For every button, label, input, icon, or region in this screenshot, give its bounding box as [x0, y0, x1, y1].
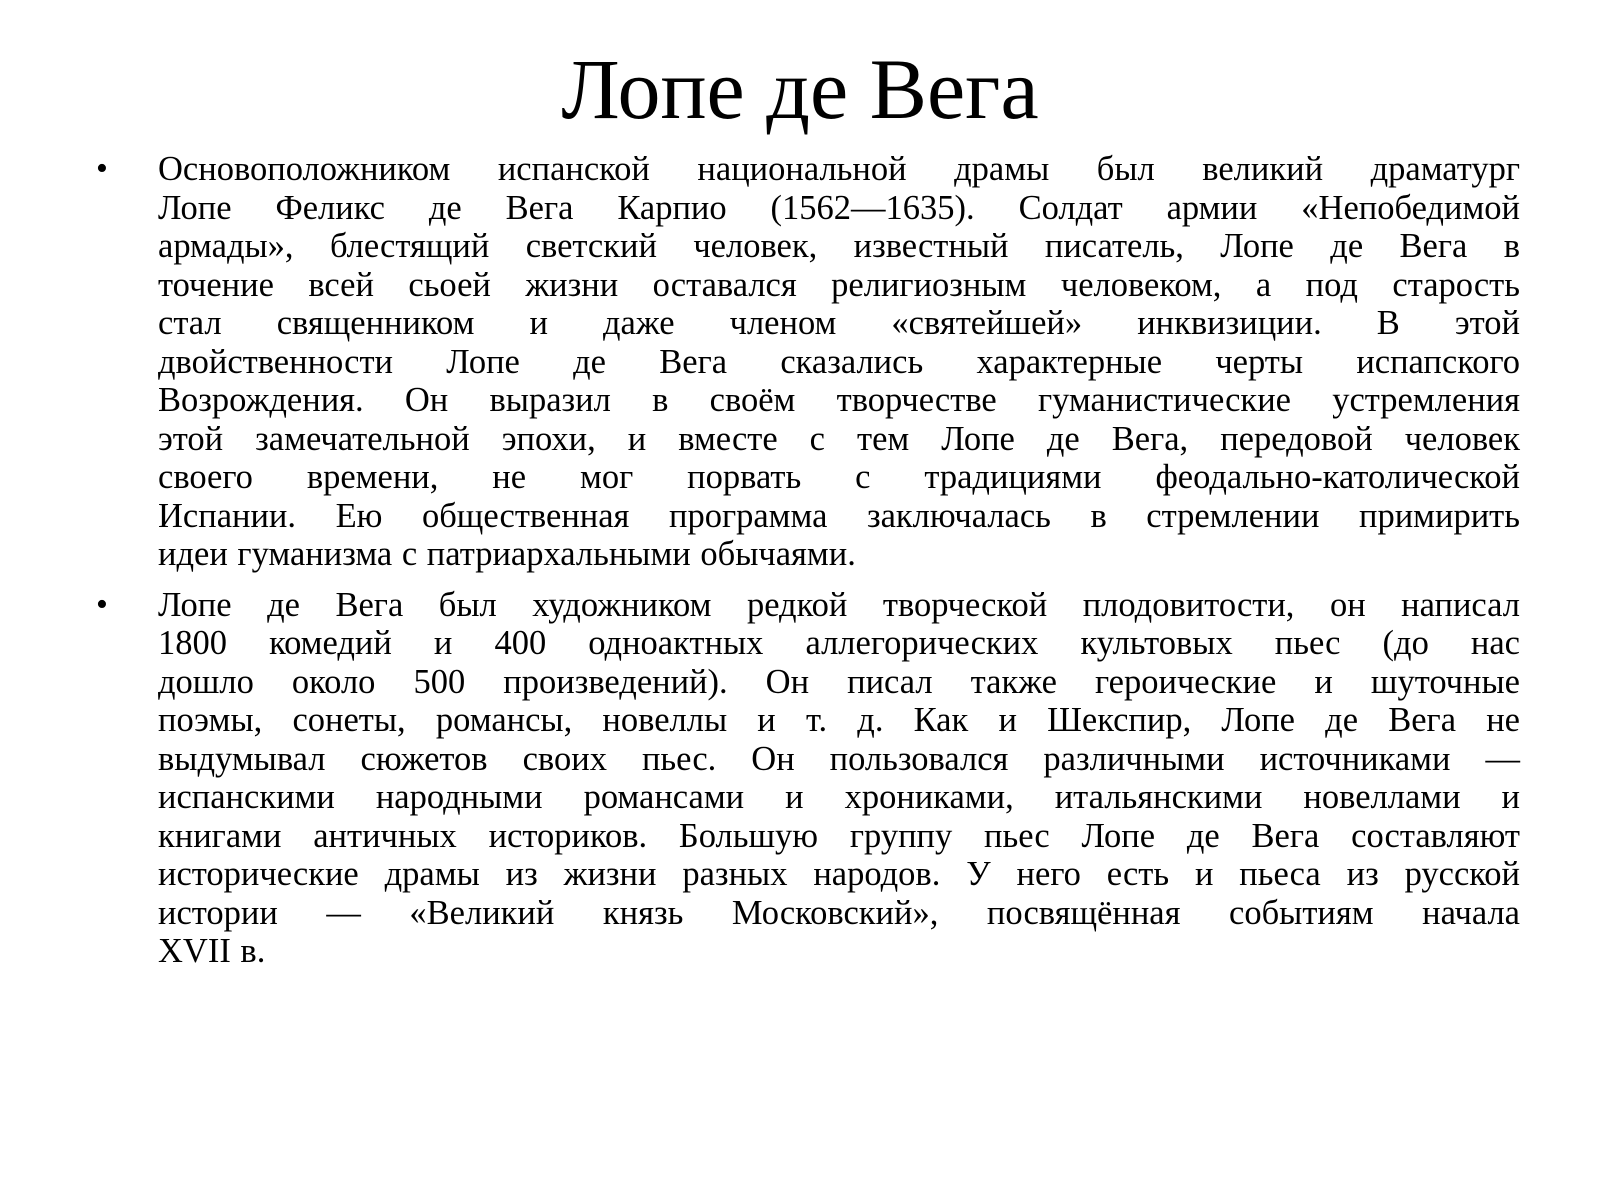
bullet-icon: •: [96, 150, 108, 187]
text-line: своего времени, не мог порвать с традициями феодально-католической: [158, 458, 1520, 496]
text-line: исторические драмы из жизни разных народов. У него есть и пьеса из русской: [158, 855, 1520, 893]
text-line: армады», блестящий светский человек, известный писатель, Лопе де Вега в: [158, 227, 1520, 265]
text-line: Возрождения. Он выразил в своём творчестве гуманистические устремления: [158, 381, 1520, 419]
text-line: Основоположником испанской национальной драмы был великий драматург: [158, 150, 1520, 188]
text-line: идеи гуманизма с патриархальными обычаями.: [158, 535, 856, 573]
text-line: XVII в.: [158, 932, 266, 970]
bullet-item: [90, 586, 1520, 971]
bullet-list: [90, 150, 1520, 983]
text-line: стал священником и даже членом «святейшей» инквизиции. В этой: [158, 304, 1520, 342]
bullet-icon: •: [96, 585, 108, 623]
text-line: Лопе Феликс де Вега Карпио (1562—1635). Солдат армии «Непобедимой: [158, 188, 1520, 227]
text-line: двойственности Лопе де Вега сказались характерные черты испапского: [158, 342, 1520, 381]
text-line: истории — «Великий князь Московский», посвящённая событиям начала: [158, 893, 1520, 932]
text-line: Лопе де Вега был художником редкой творческой плодовитости, он написал: [158, 585, 1520, 624]
text-line: книгами античных историков. Большую группу пьес Лопе де Вега составляют: [158, 816, 1520, 855]
text-line: этой замечательной эпохи, и вместе с тем Лопе де Вега, передовой человек: [158, 419, 1520, 458]
bullet-paragraph: [158, 150, 1520, 574]
bullet-item: [90, 150, 1520, 574]
slide-title: Лопе де Вега: [561, 41, 1039, 137]
text-line: поэмы, сонеты, романсы, новеллы и т. д. Как и Шекспир, Лопе де Вега не: [158, 701, 1520, 739]
text-line: Испании. Ею общественная программа заключалась в стремлении примирить: [158, 496, 1520, 535]
text-line: испанскими народными романсами и хрониками, итальянскими новеллами и: [158, 778, 1520, 816]
text-line: дошло около 500 произведений). Он писал также героические и шуточные: [158, 662, 1520, 701]
text-line: точение всей сьоей жизни оставался религиозным человеком, а под старость: [158, 265, 1520, 304]
text-line: 1800 комедий и 400 одноактных аллегорических культовых пьес (до нас: [158, 624, 1520, 662]
bullet-paragraph: [158, 586, 1520, 971]
text-line: выдумывал сюжетов своих пьес. Он пользовался различными источниками —: [158, 739, 1520, 778]
